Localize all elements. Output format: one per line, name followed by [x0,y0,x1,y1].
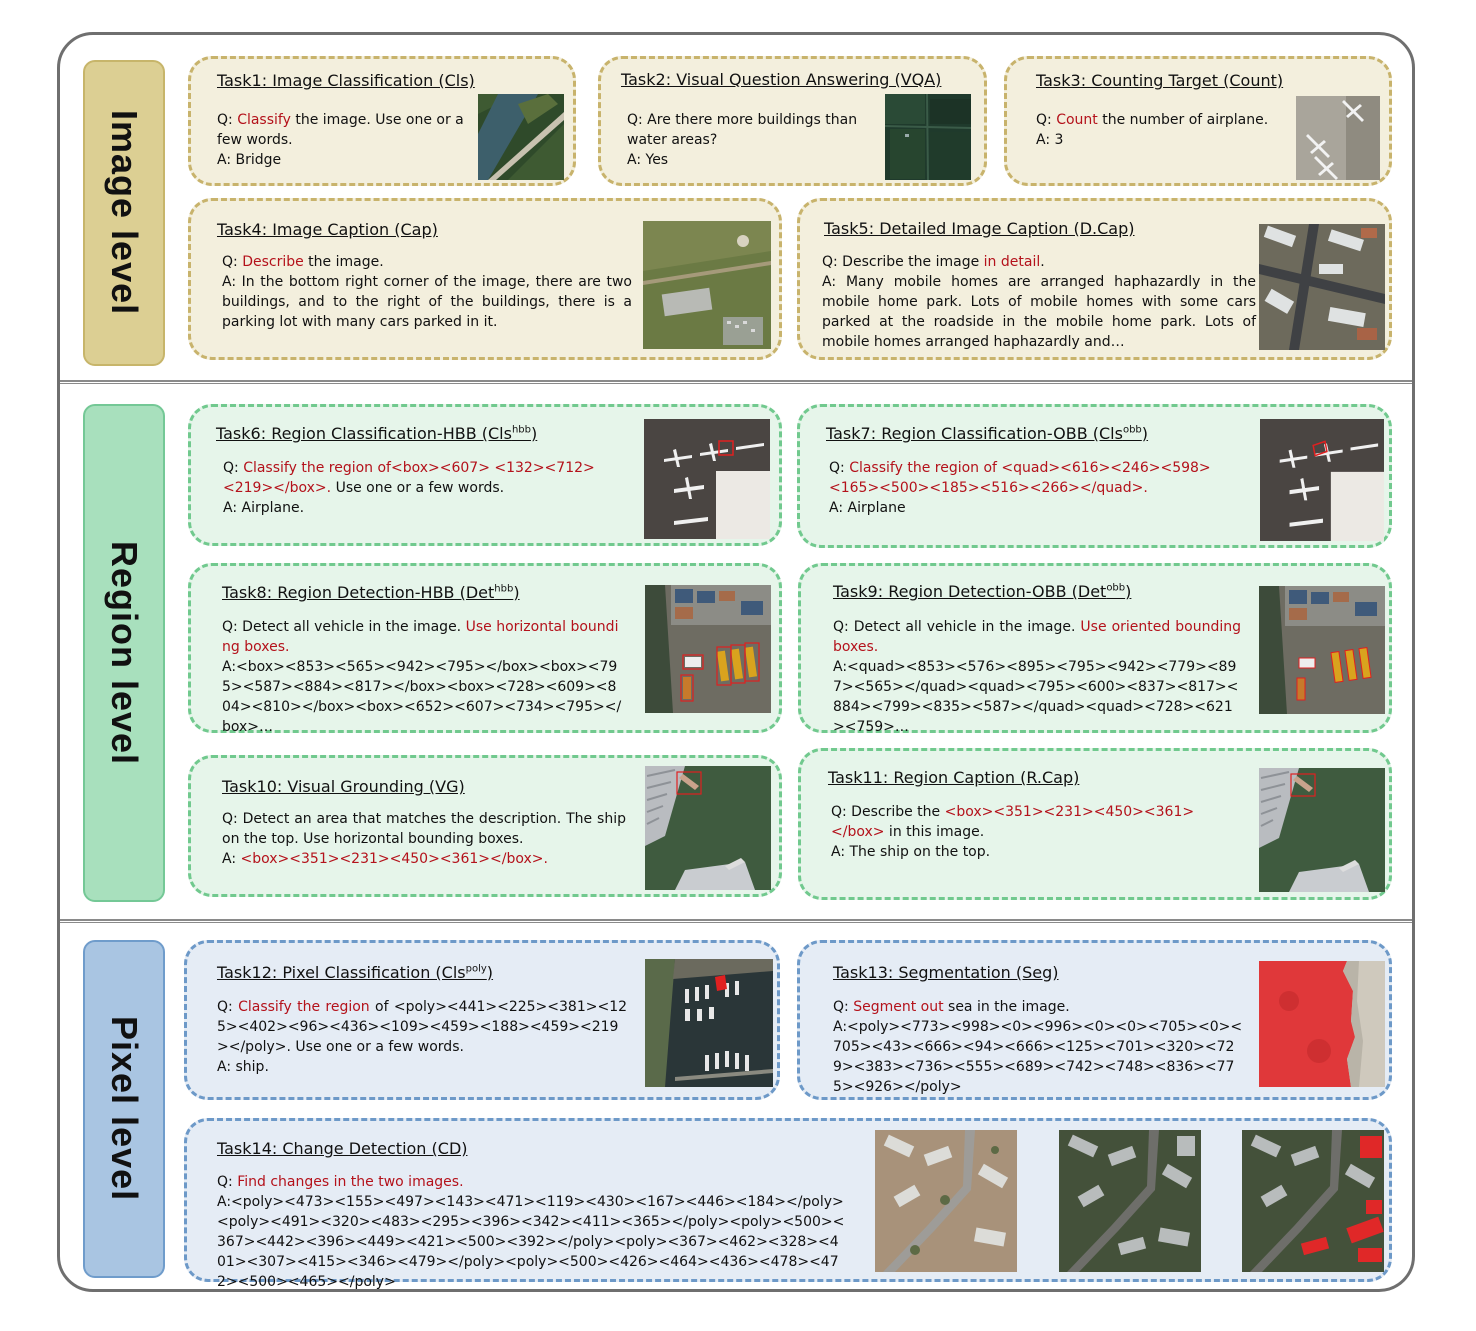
pixel-level-text: Pixel level [104,1016,145,1202]
task12-text: Q: Classify the region of <poly><441><225><381><125><402><96><436><109><459><188><459><219></poly>. Use one or a few words. A: ship. [217,999,628,1075]
task9-answer: A:<quad><853><576><895><795><942><779><897><565></quad><quad><795><600><837><817><884><799><835><587></quad><quad><728><621><759>… [833,659,1239,735]
level-divider [60,919,1412,923]
task13-answer: A:<poly><773><998><0><996><0><0><705><0><705><43><666><94><666><125><701><320><729><383><736><555><689><742><748><836><775><926></poly> [833,1019,1243,1095]
task11-answer: A: The ship on the top. [831,844,991,860]
harbor-ship-image [645,766,771,890]
task1-answer: A: Bridge [217,152,282,168]
mobile-home-park-image [1259,224,1385,350]
task3-card [1004,56,1392,186]
task10-answer: <box><351><231><450><361></box>. [240,851,548,867]
task4-title: Task4: Image Caption (Cap) [217,220,438,239]
task11-text: Q: Describe the <box><351><231><450><361></box> in this image. A: The ship on the top. [831,804,1195,860]
task13-card [797,940,1392,1100]
task11-title: Task11: Region Caption (R.Cap) [828,768,1080,787]
task4-text: Q: Describe the image. A: In the bottom right corner of the image, there are two buildings, and to the right of the buildings, there is a parking lot with many cars parked in it. [222,254,632,330]
image-level-text: Image level [104,110,145,316]
task2-card [598,56,987,186]
task12-title: Task12: Pixel Classification (Cls$^{poly}$) [217,963,494,982]
task4-card [188,198,782,360]
task9-title: Task9: Region Detection-OBB (Det$^{obb}$) [833,582,1132,601]
task3-text: Q: Count the number of airplane. A: 3 [1036,112,1269,148]
task6-card [188,404,782,546]
task6-title: Task6: Region Classification-HBB (Cls$^{hbb}$) [216,424,538,443]
change-before-image [875,1130,1017,1272]
task8-title: Task8: Region Detection-HBB (Det$^{hbb}$) [222,583,520,602]
task6-text: Q: Classify the region of<box><607> <132><712><219></box>. Use one or a few words. A: Airplane. [223,460,595,516]
task2-title: Task2: Visual Question Answering (VQA) [621,70,942,89]
sea-segmentation-image [1259,961,1385,1087]
task10-title: Task10: Visual Grounding (VG) [222,777,465,796]
task10-text: Q: Detect an area that matches the description. The ship on the top. Use horizontal bounding boxes. A: <box><351><231><450><361></box>. [222,811,626,867]
task13-text: Q: Segment out sea in the image. A:<poly><773><998><0><996><0><0><705><0><705><43><666><94><666><125><701><320><729><383><736><555><689><742><748><836><775><926></poly> [833,999,1243,1095]
airport-apron-image [644,419,770,539]
change-after-image [1059,1130,1201,1272]
task12-card [184,940,780,1100]
task2-text: Q: Are there more buildings than water areas? A: Yes [627,112,858,168]
image-level-label [83,60,165,366]
task14-text: Q: Find changes in the two images. A:<poly><473><155><497><143><471><119><430><167><446><184></poly><poly><491><320><483><295><396><342><411><365></poly><poly><500><367><442><396><449><421><500><392></poly><poly><367><462><328><401><307><415><346><479></poly><poly><500><426><464><436><478><472><500><465></poly> [217,1174,845,1290]
task14-answer: A:<poly><473><155><497><143><471><119><430><167><446><184></poly><poly><491><320><483><295><396><342><411><365></poly><poly><500><367><442><396><449><421><500><392></poly><poly><367><462><328><401><307><415><346><479></poly><poly><500><426><464><436><478><472><500><465></poly> [217,1194,845,1290]
task7-title: Task7: Region Classification-OBB (Cls$^{obb}$) [826,424,1149,443]
field-buildings-image [643,221,771,349]
task9-text: Q: Detect all vehicle in the image. Use oriented bounding boxes. A:<quad><853><576><895><795><942><779><897><565></quad><quad><795><600><837><817><884><799><835><587></quad><quad><728><621><759>… [833,619,1241,735]
task1-title: Task1: Image Classification (Cls) [217,71,475,90]
task1-card [188,56,576,186]
task5-answer: A: Many mobile homes are arranged haphazardly in the mobile home park. Lots of mobile homes with some cars parked at the roadside in the mobile home park. Lots of mobile homes arranged haphazardly and… [822,274,1256,350]
task14-card [184,1118,1392,1290]
task2-answer: A: Yes [627,152,669,168]
airplanes-image [1296,96,1380,180]
task9-card [798,563,1392,733]
task1-text: Q: Classify the image. Use one or a few words. A: Bridge [217,112,464,168]
vehicles-lot-image [1259,586,1385,714]
task5-card [797,198,1392,360]
bridge-image [478,94,564,180]
region-level-label [83,404,165,902]
change-mask-image [1242,1130,1384,1272]
task8-text: Q: Detect all vehicle in the image. Use horizontal bounding boxes. A:<box><853><565><942><795></box><box><795><587><884><817></box><box><728><609><804><810></box><box><652><607><734><795></box>… [222,619,622,735]
task5-text: Q: Describe the image in detail. A: Many mobile homes are arranged haphazardly in the mobile home park. Lots of mobile homes with some cars parked at the roadside in the mobile home park. Lots of mobile homes arranged haphazardly and… [822,254,1256,350]
task13-title: Task13: Segmentation (Seg) [833,963,1059,982]
level-divider [60,380,1412,384]
task5-title: Task5: Detailed Image Caption (D.Cap) [824,219,1135,238]
task3-answer: A: 3 [1036,132,1064,148]
task14-title: Task14: Change Detection (CD) [217,1139,468,1158]
airport-apron-image [1260,419,1384,541]
task10-card [188,755,782,897]
task7-answer: A: Airplane [829,500,906,516]
vehicles-lot-image [645,585,771,713]
pixel-level-label [83,940,165,1278]
task7-card [797,404,1392,548]
task8-answer: A:<box><853><565><942><795></box><box><795><587><884><817></box><box><728><609><804><810></box><box><652><607><734><795></box>… [222,659,622,735]
harbor-ship-image [1259,768,1385,892]
task12-answer: A: ship. [217,1059,269,1075]
farmland-image [885,94,971,180]
task3-title: Task3: Counting Target (Count) [1036,71,1284,90]
task11-card [798,748,1392,900]
region-level-text: Region level [104,540,145,766]
task7-text: Q: Classify the region of <quad><616><246><598><165><500><185><516><266></quad>. A: Airplane [829,460,1211,516]
task6-answer: A: Airplane. [223,500,305,516]
marina-image [645,959,773,1087]
task8-card [188,563,782,733]
task4-answer: A: In the bottom right corner of the image, there are two buildings, and to the right of the buildings, there is a parking lot with many cars parked in it. [222,274,632,330]
